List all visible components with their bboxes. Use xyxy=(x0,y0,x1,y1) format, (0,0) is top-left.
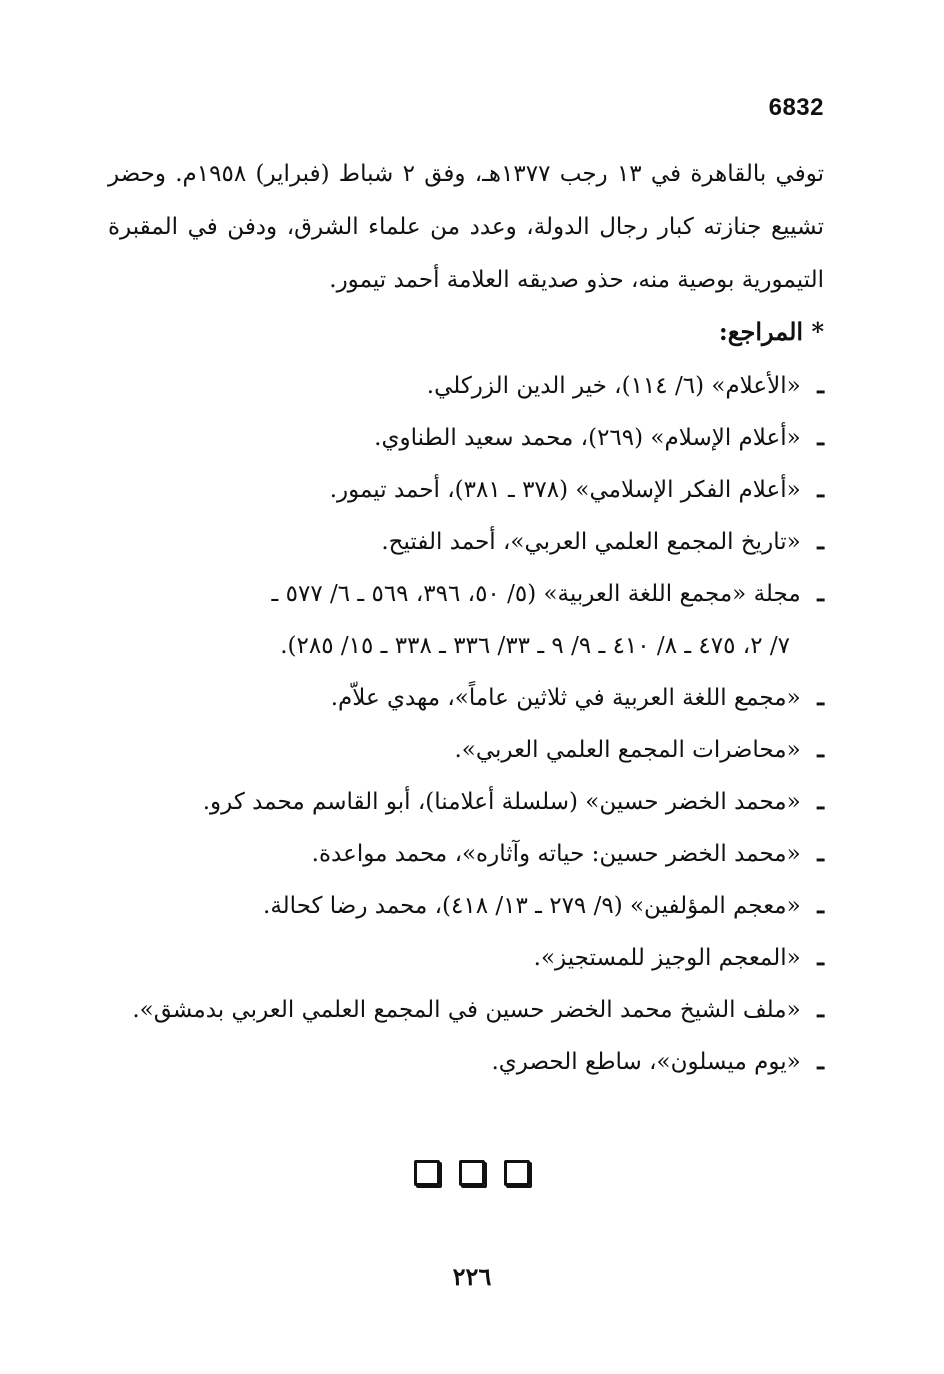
references-list xyxy=(108,360,824,1088)
reference-item xyxy=(108,516,824,568)
page-code: 6832 xyxy=(768,94,824,121)
bullet-dash: ـ xyxy=(817,840,824,867)
reference-item xyxy=(108,724,824,776)
reference-item xyxy=(108,464,824,516)
bullet-dash: ـ xyxy=(817,372,824,399)
square-ornament-icon xyxy=(459,1160,485,1186)
reference-text: «مجمع اللغة العربية في ثلاثين عاماً»، مهدي علاّم. xyxy=(330,685,801,711)
reference-text: «محاضرات المجمع العلمي العربي». xyxy=(454,737,801,763)
reference-text: «يوم ميسلون»، ساطع الحصري. xyxy=(491,1049,801,1075)
reference-text: «محمد الخضر حسين: حياته وآثاره»، محمد مواعدة. xyxy=(311,841,801,867)
bullet-dash: ـ xyxy=(817,528,824,555)
section-end-ornament xyxy=(0,1160,944,1186)
reference-item xyxy=(108,568,824,672)
square-ornament-icon xyxy=(504,1160,530,1186)
reference-item xyxy=(108,932,824,984)
references-heading: * المراجع: xyxy=(718,317,824,346)
reference-continuation: ٧/ ٢، ٤٧٥ ـ ٨/ ٤١٠ ـ ٩/ ٩ ـ ٣٣/ ٣٣٦ ـ ٣٣٨ ـ ١٥/ ٢٨٥). xyxy=(280,633,790,659)
reference-text: «تاريخ المجمع العلمي العربي»، أحمد الفتيح. xyxy=(381,529,801,555)
reference-text: «المعجم الوجيز للمستجيز». xyxy=(533,945,801,971)
bullet-dash: ـ xyxy=(817,424,824,451)
bullet-dash: ـ xyxy=(817,944,824,971)
reference-text: «أعلام الفكر الإسلامي» (٣٧٨ ـ ٣٨١)، أحمد تيمور. xyxy=(329,477,801,503)
square-ornament-icon xyxy=(414,1160,440,1186)
reference-item xyxy=(108,672,824,724)
reference-item xyxy=(108,360,824,412)
bullet-dash: ـ xyxy=(817,892,824,919)
bullet-dash: ـ xyxy=(817,788,824,815)
reference-text: «أعلام الإسلام» (٢٦٩)، محمد سعيد الطناوي. xyxy=(374,425,801,451)
bullet-dash: ـ xyxy=(817,996,824,1023)
bullet-dash: ـ xyxy=(817,684,824,711)
page-number: ٢٢٦ xyxy=(452,1262,492,1291)
bullet-dash: ـ xyxy=(817,580,824,607)
reference-text: «ملف الشيخ محمد الخضر حسين في المجمع العلمي العربي بدمشق». xyxy=(132,997,801,1023)
bullet-dash: ـ xyxy=(817,1048,824,1075)
biography-paragraph: توفي بالقاهرة في ١٣ رجب ١٣٧٧هـ، وفق ٢ شباط (فبراير) ١٩٥٨م. وحضر تشييع جنازته كبار رجال الدولة، وعدد من علماء الشرق، ودفن في المقبرة التيمورية بوصية منه، حذو صديقه العلامة أحمد تيمور. xyxy=(108,161,825,293)
bullet-dash: ـ xyxy=(817,476,824,503)
reference-item xyxy=(108,828,824,880)
bullet-dash: ـ xyxy=(817,736,824,763)
reference-item xyxy=(108,984,824,1036)
reference-item xyxy=(108,880,824,932)
reference-text: «الأعلام» (٦/ ١١٤)، خير الدين الزركلي. xyxy=(426,373,801,399)
reference-text: مجلة «مجمع اللغة العربية» (٥/ ٥٠، ٣٩٦، ٥٦٩ ـ ٦/ ٥٧٧ ـ xyxy=(271,581,801,607)
reference-text: «محمد الخضر حسين» (سلسلة أعلامنا)، أبو القاسم محمد كرو. xyxy=(202,789,801,815)
reference-text: «معجم المؤلفين» (٩/ ٢٧٩ ـ ١٣/ ٤١٨)، محمد رضا كحالة. xyxy=(263,893,801,919)
reference-item xyxy=(108,1036,824,1088)
reference-item xyxy=(108,776,824,828)
reference-item xyxy=(108,412,824,464)
